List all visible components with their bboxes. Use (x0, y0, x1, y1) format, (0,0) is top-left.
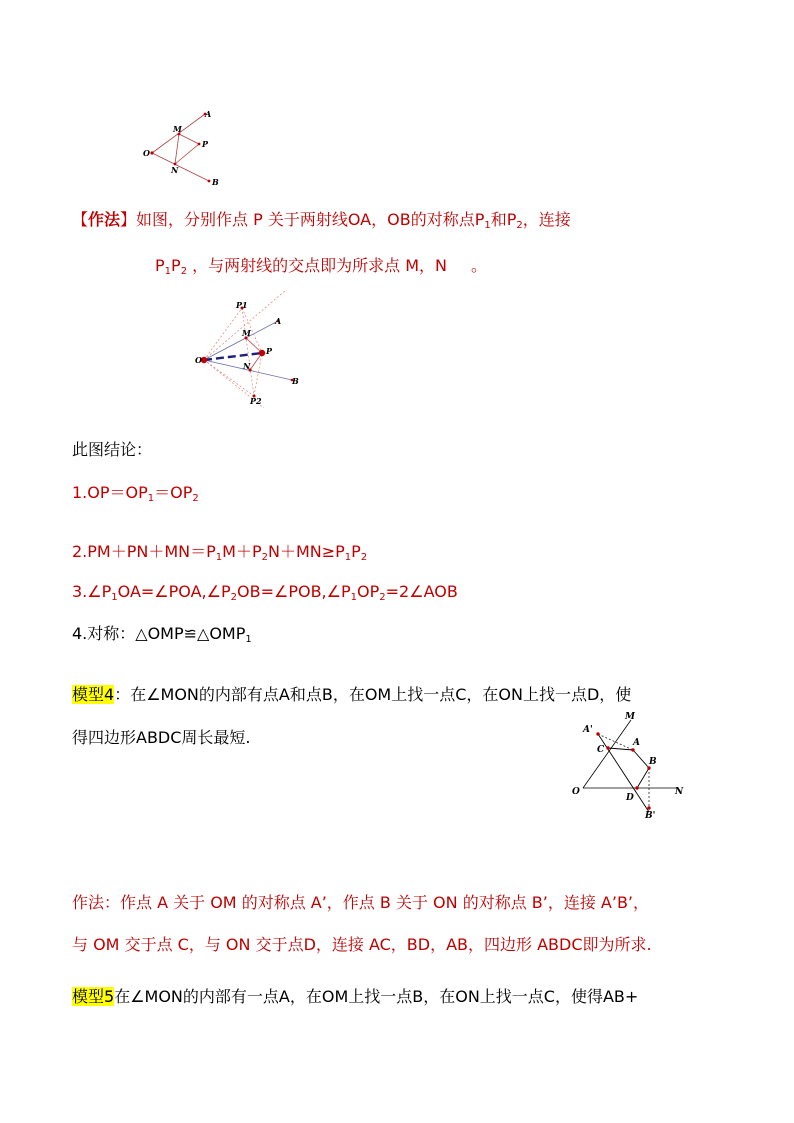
conclusion-1: $1.OP=OP_1=OP_2$ (72, 483, 199, 504)
method-line-2: $P_1P_2$ ，与两射线的交点即为所求点 M，N 。 (155, 256, 488, 277)
model5-tag: 模型5 (72, 987, 115, 1006)
fig3-label-A: A (633, 738, 640, 748)
fig2-label-O: O (195, 355, 202, 365)
fig3-label-B-prime: B' (645, 811, 656, 821)
fig2-label-A: A (275, 316, 282, 326)
fig2-label-N: N (243, 361, 251, 371)
method4-line-2: 与 OM 交于点 C，与 ON 交于点D，连接 AC，BD，AB，四边形 ABDC即为所求. (72, 935, 652, 954)
conclusion-heading: 此图结论： (72, 440, 153, 459)
fig3-label-N: N (675, 787, 684, 797)
method-title: 作法 (88, 210, 121, 229)
model4-line-2: 得四边形ABDC周长最短. (72, 728, 251, 747)
fig1-label-P: P (202, 139, 209, 149)
figure-1-diagram (135, 105, 235, 195)
conclusion-4: 4.对称：$\triangle OMP≌\triangle OMP_1$ (72, 624, 252, 645)
method-line-1: 【作法】如图，分别作点 P 关于两射线OA，OB的对称点$P_1$和$P_2$，连接 (72, 210, 571, 231)
fig3-label-B: B (649, 757, 657, 767)
fig2-label-B: B (292, 376, 299, 386)
fig1-label-B: B (212, 177, 219, 187)
fig2-label-P1: P1 (236, 300, 248, 310)
fig2-label-P2: P2 (250, 396, 262, 406)
figure-2-diagram (192, 288, 312, 408)
conclusion-2: $2.PM+PN+MN=P_1M+P_2N+MN\ge P_1P_2$ (72, 542, 368, 563)
model4-tag: 模型4 (72, 685, 115, 704)
fig1-label-N: N (171, 165, 179, 175)
fig3-label-M: M (625, 712, 635, 722)
fig3-label-A-prime: A' (583, 725, 593, 735)
model5-line-1: 模型5在∠MON的内部有一点A，在OM上找一点B，在ON上找一点C，使得AB+ (72, 987, 639, 1006)
fig3-label-D: D (626, 793, 634, 803)
fig1-label-M: M (173, 124, 182, 134)
fig1-label-O: O (143, 148, 150, 158)
method4-line-1: 作法：作点 A 关于 OM 的对称点 A’，作点 B 关于 ON 的对称点 B’，连接 A’B’， (72, 893, 650, 912)
fig1-label-A: A (205, 109, 212, 119)
model4-line-1: 模型4：在∠MON的内部有点A和点B，在OM上找一点C，在ON上找一点D，使 (72, 685, 632, 704)
fig2-label-M: M (242, 328, 251, 338)
fig3-label-C: C (597, 745, 605, 755)
fig2-label-P: P (266, 346, 273, 356)
conclusion-3: $3.\angle P_1OA=\angle POA,\angle P_2OB=\angle POB,\angle P_1OP_2=2\angle AOB$ (72, 582, 458, 603)
figure-3-diagram (565, 710, 690, 820)
fig3-label-O: O (572, 787, 580, 797)
